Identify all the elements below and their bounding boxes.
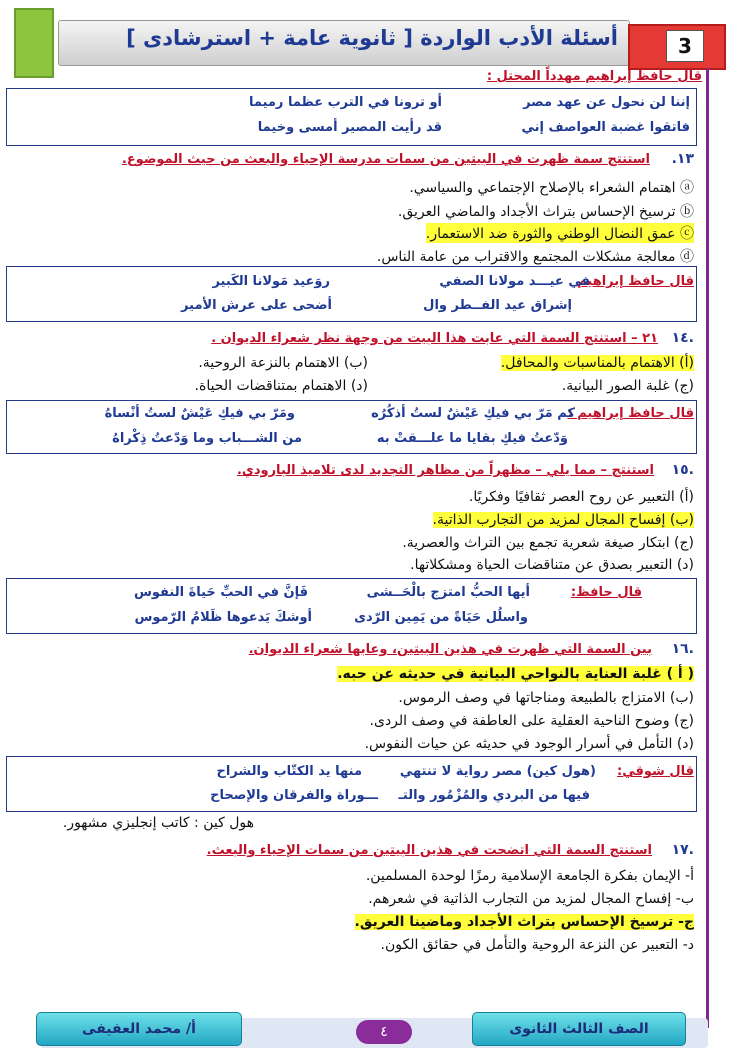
q14-option-d: (د) الاهتمام بمتناقضات الحياة. (194, 378, 368, 394)
verse-2c: إشراق عيد الفــطر وال (423, 298, 572, 313)
q15-option-a: (أ) التعبير عن روح العصر ثقافيًا وفكريًا. (468, 489, 694, 505)
q15-number: .١٥ (671, 462, 694, 478)
intro-hafez-1: قال حافظ إبراهيم مهدداً المحتل : (486, 69, 702, 84)
page-number: 3 (666, 30, 704, 62)
verse-2b: روَعيد مَولانا الكَبير (212, 274, 330, 289)
q16-question: بين السمة التي ظهرت في هذين البيتين، وعابها شعراء الديوان. (248, 642, 652, 657)
q17-option-c: ج- ترسيخ الإحساس بتراث الأجداد وماضينا العريق. (354, 914, 694, 930)
verse-4b: فَإنَّ في الحبِّ حَياةَ النفوس (133, 585, 308, 600)
verse-1b: أو ترونا في الترب عظما رميما (248, 95, 442, 110)
margin-line (706, 68, 709, 1028)
poem5-label: قال شوقي: (617, 764, 694, 779)
q17-option-d: د- التعبير عن النزعة الروحية والتأمل في حقائق الكون. (380, 937, 694, 953)
verse-2a: في عيـــد مولانا الصفي (439, 274, 590, 289)
q13-option-d: ⓓ معالجة مشكلات المجتمع والاقتراب من عامة الناس. (376, 249, 694, 265)
q15-option-d: (د) التعبير بصدق عن متناقضات الحياة ومشكلاتها. (410, 557, 694, 573)
q14-question: ٢١ – استنتج السمة التي عابت هذا البيت من وجهة نظر شعراء الديوان . (211, 331, 658, 346)
verse-5d: ـــوراة والفرقان والإصحاح (210, 788, 378, 803)
q13-number: ١٣. (671, 151, 694, 167)
q16-option-d: (د) التأمل في أسرار الوجود في حديثه عن حيات النفوس. (364, 736, 694, 752)
footer-teacher: أ/ محمد العفيفى (36, 1012, 242, 1046)
verse-4a: أيها الحبُّ امتزج بالْحَــشى (366, 585, 530, 600)
q16-option-a: ( أ ) غلبة العناية بالنواحي البيانية في حديثه عن حبه. (337, 666, 694, 682)
q16-number: .١٦ (671, 641, 694, 657)
verse-1d: قد رأيت المصير أمسى وخيما (257, 120, 442, 135)
verse-2d: أضحى على عرش الأمير (181, 298, 332, 313)
q17-question: استنتج السمة التي اتضحت في هذين البيتين من سمات الإحياء والبعث. (206, 843, 652, 858)
poem4-label: قال حافظ: (570, 585, 642, 600)
q15-option-c: (ج) ابتكار صيغة شعرية تجمع بين التراث والعصرية. (402, 535, 694, 551)
verse-3b: ومَرّ بي فيكِ عَيْشٌ لستُ أنْساهُ (104, 406, 295, 421)
verse-3c: وَدّعتُ فيكِ بقايا ما علـــقتْ به (376, 431, 568, 446)
poem2-label: قال حافظ إبراهيم (577, 274, 694, 289)
q13-option-a: ⓐ اهتمام الشعراء بالإصلاح الإجتماعي والسياسي. (409, 180, 694, 196)
q13-option-c: ⓒ عمق النضال الوطني والثورة ضد الاستعمار. (426, 223, 694, 243)
q17-option-a: أ- الإيمان بفكرة الجامعة الإسلامية رمزًا لوحدة المسلمين. (365, 868, 694, 884)
verse-1c: فاتقوا غضبة العواصف إني (521, 120, 690, 135)
verse-5c: فيها من البردي والمُزْمُور والتـ (398, 788, 590, 803)
verse-4d: أوشكَ يَدعوها ظَلامُ الرّموس (134, 610, 312, 625)
page-title: أسئلة الأدب الواردة [ ثانوية عامة + استرشادى ] (126, 26, 618, 50)
q16-option-b: (ب) الامتزاج بالطبيعة ومناجاتها في وصف الرموس. (398, 690, 694, 706)
q14-number: .١٤ (671, 330, 694, 346)
q14-option-b: (ب) الاهتمام بالنزعة الروحية. (198, 355, 368, 371)
verse-5b: منها يد الكتّاب والشراح (216, 764, 362, 779)
q17-option-b: ب- إفساح المجال لمزيد من التجارب الذاتية في شعرهم. (368, 891, 694, 907)
q14-option-a: (أ) الاهتمام بالمناسبات والمحافل. (500, 355, 694, 371)
poem3-label: قال حافظ إبراهيم : (567, 406, 694, 421)
q15-question: استنتج – مما يلي – مظهراً من مظاهر التجديد لدى تلاميذ البارودي. (236, 463, 654, 478)
header-green-block (14, 8, 54, 78)
q17-number: .١٧ (671, 842, 694, 858)
q13-option-b: ⓑ ترسيخ الإحساس بتراث الأجداد والماضي العريق. (397, 204, 694, 220)
footer-page-number: ٤ (356, 1020, 412, 1044)
verse-4c: واسلُل حَيَاةً من يَمِين الرّدى (354, 610, 528, 625)
q13-question: استنتج سمة ظهرت في البيتين من سمات مدرسة الإحياء والبعث من حيث الموضوع. (121, 152, 650, 167)
page-number-badge (628, 24, 726, 70)
q16-option-c: (ج) وضوح الناحية العقلية على العاطفة في وصف الردى. (369, 713, 694, 729)
note-hall-caine: هول كين : كاتب إنجليزي مشهور. (62, 815, 254, 831)
q15-option-b: (ب) إفساح المجال لمزيد من التجارب الذاتية. (432, 512, 694, 528)
q14-option-c: (ج) غلبة الصور البيانية. (561, 378, 694, 394)
verse-3d: من الشـــباب وما وَدّعتُ ذِكْراهُ (112, 431, 302, 446)
verse-1a: إننا لن نحول عن عهد مصر (523, 95, 690, 110)
verse-3a: كم مَرّ بي فيكِ عَيْشٌ لستُ أذكُرُه (371, 406, 575, 421)
verse-5a: (هول كين) مصر رواية لا تنتهي (399, 764, 596, 779)
footer-grade: الصف الثالث الثانوى (472, 1012, 686, 1046)
